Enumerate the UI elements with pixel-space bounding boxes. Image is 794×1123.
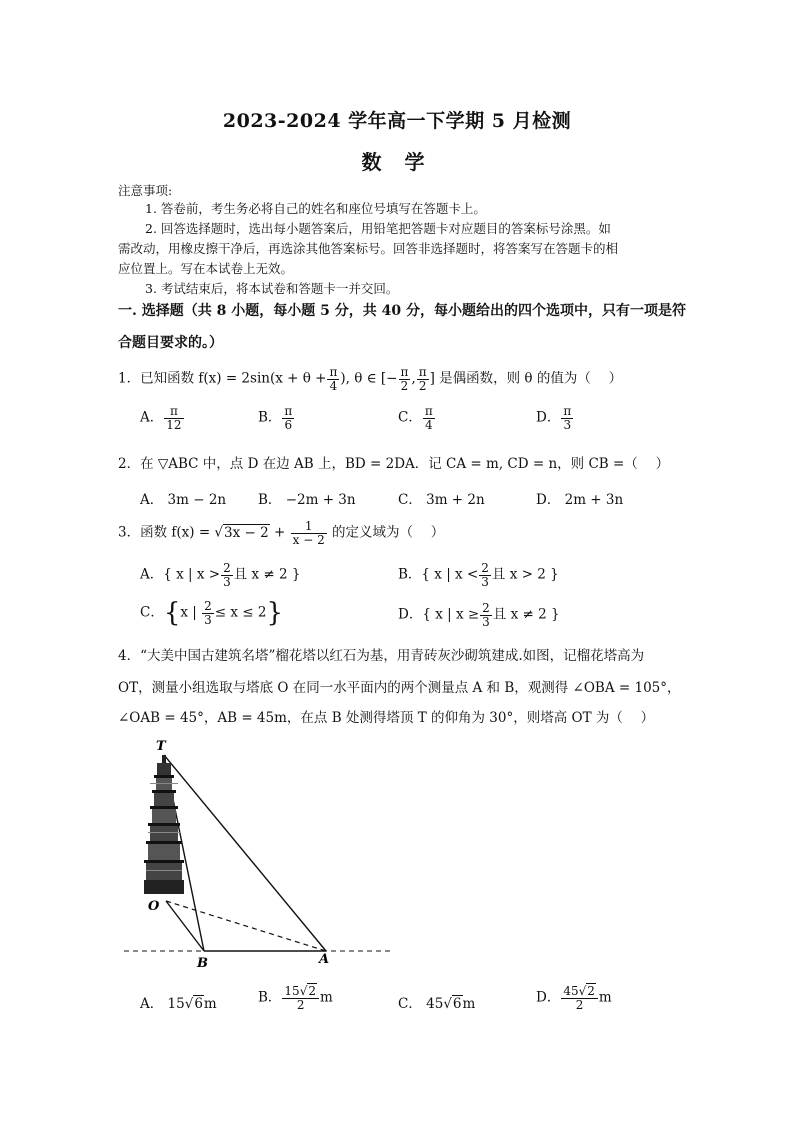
q3-text-pre: 3．函数 f(x) = [118,524,215,541]
q1-text-post: ] 是偶函数，则 θ 的值为（ ） [429,370,623,387]
right-brace: } [266,598,284,629]
option-d[interactable]: D． 2m + 3n [536,492,624,508]
option-label: D． [536,409,561,426]
option-label: B． [258,989,282,1006]
option-c[interactable] [398,992,475,1012]
denominator: 12 [166,417,182,432]
option-text: ≤ x ≤ 2 [214,604,267,621]
option-a[interactable] [140,562,301,588]
q1-text-pre: 已知函数 f(x) = 2sin(x + θ + [140,370,327,387]
numerator [282,985,319,999]
fraction [479,562,491,588]
option-a[interactable] [140,992,217,1012]
denominator: 2 [296,997,305,1012]
option-text: 且 x ≠ 2 } [492,606,560,623]
unit: m [320,989,333,1006]
coefficient: 15 [284,984,300,998]
numerator [561,985,598,999]
notice-item: 1. 答卷前，考生务必将自己的姓名和座位号填写在答题卡上。 [145,201,486,216]
option-label: C． [140,604,164,621]
numerator: 1 [291,520,327,534]
option-text: A．{ x | x > [140,566,221,583]
fraction [561,405,573,431]
subject-title: 数 学 [361,150,433,174]
label-B: B [197,956,208,971]
sqrt-content: 3x − 2 [224,524,269,541]
fraction [417,366,429,392]
denominator: 4 [329,378,338,393]
numerator: 2 [223,561,231,575]
sqrt-sign: √ [214,524,224,541]
section-heading-cont: 合题目要求的。） [118,335,223,351]
label-A: A [319,952,330,967]
sqrt-sign: √ [578,984,587,998]
question-4-line3: ∠OAB = 45°，AB = 45m，在点 B 处测得塔顶 T 的仰角为 30°，则塔高 OT 为（ ） [118,710,655,726]
numerator: π [563,404,572,418]
numerator: 2 [204,599,212,613]
fraction [282,405,294,431]
denominator: 3 [204,612,212,627]
numerator: π [329,365,338,379]
fraction [164,405,183,431]
question-3 [118,520,444,546]
option-b[interactable] [258,985,333,1011]
plus: + [269,524,290,541]
sqrt-content: 6 [452,996,462,1012]
sqrt-sign: √ [299,984,308,998]
fraction [561,985,598,1011]
denominator: 4 [424,417,433,432]
sqrt-sign: √ [184,996,194,1012]
denominator: 2 [575,997,584,1012]
comma: , [411,370,416,387]
label-O: O [148,899,160,914]
pagoda-icon [144,755,184,894]
numerator: π [164,405,183,419]
q3-text-post: 的定义域为（ ） [327,524,445,541]
denominator: x − 2 [292,532,325,547]
denominator: 3 [563,417,572,432]
unit: m [203,996,217,1012]
numerator: π [418,365,427,379]
numerator: 2 [481,561,489,575]
tower-diagram [118,735,408,975]
option-b[interactable] [258,405,295,431]
option-text: B．{ x | x < [398,566,479,583]
numerator: π [284,404,293,418]
notice-heading: 注意事项: [118,183,173,198]
exam-title: 2023-2024 学年高一下学期 5 月检测 [222,110,572,132]
unit: m [598,989,612,1006]
option-c[interactable] [398,405,436,431]
option-d[interactable] [536,985,612,1011]
option-c[interactable]: C． 3m + 2n [398,492,485,508]
option-b[interactable]: B． −2m + 3n [258,492,356,508]
left-brace: { [163,598,181,629]
notice-item: 应位置上。写在本试卷上无效。 [118,261,294,276]
sqrt-content: 2 [587,984,595,998]
numerator: 2 [482,601,490,615]
fraction [282,985,319,1011]
sqrt-sign: √ [443,996,452,1012]
option-text: 且 x > 2 } [491,566,559,583]
question-number: 1． [118,370,141,387]
section-heading: 一. 选择题（共 8 小题，每小题 5 分，共 40 分，每小题给出的四个选项中，只有一项是符 [118,303,686,319]
option-text: 且 x ≠ 2 } [233,566,301,583]
coefficient: 45 [563,984,579,998]
option-b[interactable] [398,562,559,588]
option-text: A． 15 [140,996,185,1012]
denominator: 2 [418,378,427,393]
denominator: 6 [284,417,293,432]
notice-item: 2. 回答选择题时，选出每小题答案后，用铅笔把答题卡对应题目的答案标号涂黑。如 [145,221,611,236]
question-2: 2．在 ▽ABC 中，点 D 在边 AB 上，BD = 2DA．记 CA = m, CD = n，则 CB =（ ） [118,456,670,472]
option-text: C． 45 [398,996,444,1012]
denominator: 2 [400,378,409,393]
fraction [480,602,492,628]
fraction [221,562,233,588]
line-OA [166,901,326,951]
denominator: 3 [482,614,490,629]
notice-item: 需改动，用橡皮擦干净后，再选涂其他答案标号。回答非选择题时，将答案写在答题卡的相 [118,241,619,256]
denominator: 3 [481,574,489,589]
fraction [423,405,435,431]
fraction [202,600,214,626]
question-4: 4．“大美中国古建筑名塔”榴花塔以红石为基，用青砖灰沙砌筑建成.如图，记榴花塔高为 [118,648,645,664]
option-label: B． [258,409,282,426]
q1-text-mid: ), θ ∈ [− [340,370,398,387]
fraction [399,366,411,392]
line-TA [164,755,326,951]
option-a[interactable]: A． 3m − 2n [140,492,227,508]
question-1 [118,366,622,392]
unit: m [462,996,476,1012]
option-text: x [180,604,189,621]
sqrt-content: 2 [308,984,316,998]
option-label: A． [140,409,164,426]
option-d[interactable] [536,405,574,431]
notice-item: 3. 考试结束后，将本试卷和答题卡一并交回。 [145,281,399,296]
option-label: D． [536,989,561,1006]
denominator: 3 [223,574,231,589]
option-label: C． [398,409,422,426]
option-text: D．{ x | x ≥ [398,606,480,623]
numerator: π [400,365,409,379]
option-c[interactable]: C．{x | $\frac{2}{3}$ ≤ x ≤ 2} [140,598,284,629]
option-a[interactable] [140,405,185,431]
question-4-line2: OT，测量小组选取与塔底 O 在同一水平面内的两个测量点 A 和 B，观测得 ∠OBA = 105°， [118,680,681,696]
label-T: T [156,739,166,754]
sqrt-content: 6 [194,996,203,1012]
numerator: π [424,404,433,418]
fraction [291,520,327,546]
option-d[interactable] [398,602,560,628]
fraction [327,366,339,392]
